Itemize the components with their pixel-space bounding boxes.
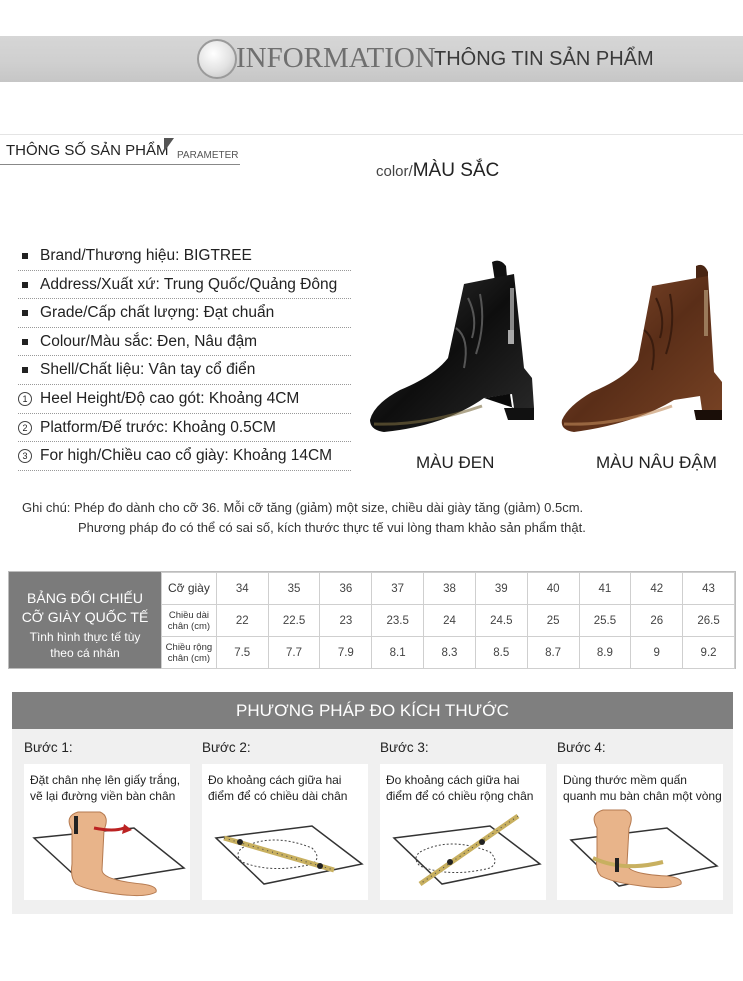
bullet-square-icon (22, 310, 28, 316)
black-boot-image (364, 258, 554, 448)
spec-item: Brand/Thương hiệu: BIGTREE (18, 242, 351, 271)
size-cell: 8.1 (372, 637, 424, 669)
foot-length-ruler-icon (202, 808, 368, 898)
note-line-2: Phương pháp đo có thể có sai số, kích thước thực tế vui lòng tham khảo sản phẩm thật. (78, 520, 586, 535)
step-description: Dùng thước mềm quấn quanh mu bàn chân một vòng (563, 773, 722, 803)
size-cell: 25.5 (579, 605, 631, 637)
spec-item: Colour/Màu sắc: Đen, Nâu đậm (18, 328, 351, 357)
circled-number-icon: 1 (18, 392, 32, 406)
size-chart-header (9, 572, 161, 668)
size-cell: 24 (424, 605, 476, 637)
foot-outline-icon (24, 808, 190, 898)
bullet-square-icon (22, 282, 28, 288)
spec-item: Address/Xuất xứ: Trung Quốc/Quảng Đông (18, 271, 351, 300)
spec-list (18, 242, 351, 471)
size-cell: 34 (216, 573, 268, 605)
black-color-label: MÀU ĐEN (416, 453, 495, 472)
size-row-header: Chiều rộng chân (cm) (162, 637, 217, 669)
size-cell: 41 (579, 573, 631, 605)
foot-tape-icon (557, 808, 723, 898)
size-chart-note-1: Tình hình thực tế tùy (29, 630, 141, 644)
size-row (162, 637, 735, 669)
size-row-header: Cỡ giày (162, 573, 217, 605)
spec-item: 3 For high/Chiều cao cổ giày: Khoảng 14CM (18, 442, 351, 471)
circled-number-icon: 3 (18, 449, 32, 463)
size-row (162, 573, 735, 605)
size-table (161, 572, 735, 669)
step-card (24, 764, 190, 900)
step-card (380, 764, 546, 900)
size-chart-note-2: theo cá nhân (50, 646, 120, 660)
section-underline (0, 164, 240, 165)
size-cell: 22 (216, 605, 268, 637)
divider (0, 134, 743, 135)
bullet-square-icon (22, 253, 28, 259)
bullet-square-icon (22, 367, 28, 373)
size-cell: 23 (320, 605, 372, 637)
size-cell: 35 (268, 573, 320, 605)
section-label (0, 138, 170, 164)
measure-section (12, 692, 733, 914)
circled-number-icon: 2 (18, 421, 32, 435)
bullet-square-icon (22, 339, 28, 345)
step-card (557, 764, 723, 900)
size-cell: 36 (320, 573, 372, 605)
measure-step-4 (557, 740, 723, 803)
spec-item: Grade/Cấp chất lượng: Đạt chuẩn (18, 299, 351, 328)
spec-item: 1 Heel Height/Độ cao gót: Khoảng 4CM (18, 385, 351, 414)
size-cell: 26 (631, 605, 683, 637)
size-cell: 26.5 (683, 605, 735, 637)
size-cell: 9 (631, 637, 683, 669)
size-chart-title-2: CỠ GIÀY QUỐC TẾ (21, 609, 149, 625)
size-chart-title-1: BẢNG ĐỐI CHIẾU (27, 590, 143, 606)
banner-title-en: INFORMATION (236, 42, 436, 74)
brown-color-label: MÀU NÂU ĐẬM (596, 453, 717, 472)
size-cell: 9.2 (683, 637, 735, 669)
size-cell: 22.5 (268, 605, 320, 637)
size-cell: 38 (424, 573, 476, 605)
size-row (162, 605, 735, 637)
size-cell: 8.3 (424, 637, 476, 669)
measure-step-1 (24, 740, 190, 803)
size-cell: 43 (683, 573, 735, 605)
section-triangle-icon (164, 138, 174, 152)
size-cell: 7.9 (320, 637, 372, 669)
spec-item: Shell/Chất liệu: Vân tay cổ điển (18, 356, 351, 385)
color-title-small: color/ (376, 163, 413, 180)
banner-title-vi: THÔNG TIN SẢN PHẨM (434, 48, 654, 70)
banner-circle-icon (197, 39, 237, 79)
step-title: Bước 1: (24, 740, 73, 755)
size-chart (8, 571, 736, 669)
size-cell: 7.7 (268, 637, 320, 669)
size-cell: 42 (631, 573, 683, 605)
size-cell: 8.7 (527, 637, 579, 669)
size-cell: 23.5 (372, 605, 424, 637)
size-row-header: Chiều dài chân (cm) (162, 605, 217, 637)
brown-boot-image (556, 262, 738, 442)
note-line-1: Ghi chú: Phép đo dành cho cỡ 36. Mỗi cỡ tăng (giảm) một size, chiều dài giày tăng (giảm) 0.5cm. (22, 500, 584, 515)
step-title: Bước 2: (202, 740, 251, 755)
size-cell: 7.5 (216, 637, 268, 669)
spec-item: 2 Platform/Đế trước: Khoảng 0.5CM (18, 414, 351, 443)
color-title-big: MÀU SẮC (412, 160, 500, 181)
step-title: Bước 3: (380, 740, 429, 755)
size-cell: 8.5 (475, 637, 527, 669)
measure-step-2 (202, 740, 368, 803)
size-cell: 24.5 (475, 605, 527, 637)
measure-title: PHƯƠNG PHÁP ĐO KÍCH THƯỚC (12, 692, 733, 729)
size-cell: 8.9 (579, 637, 631, 669)
step-description: Đặt chân nhẹ lên giấy trắng, vẽ lại đường viền bàn chân (30, 773, 181, 803)
section-title-en: PARAMETER (177, 150, 239, 161)
color-title (376, 160, 499, 182)
step-title: Bước 4: (557, 740, 606, 755)
size-cell: 40 (527, 573, 579, 605)
section-title-vi: THÔNG SỐ SẢN PHẨM (6, 142, 169, 159)
step-card (202, 764, 368, 900)
step-description: Đo khoảng cách giữa hai điểm để có chiều dài chân (208, 773, 348, 803)
size-cell: 37 (372, 573, 424, 605)
size-cell: 25 (527, 605, 579, 637)
size-cell: 39 (475, 573, 527, 605)
measure-step-3 (380, 740, 546, 803)
foot-width-ruler-icon (380, 808, 546, 898)
information-banner (0, 36, 743, 82)
step-description: Đo khoảng cách giữa hai điểm để có chiều rộng chân (386, 773, 534, 803)
